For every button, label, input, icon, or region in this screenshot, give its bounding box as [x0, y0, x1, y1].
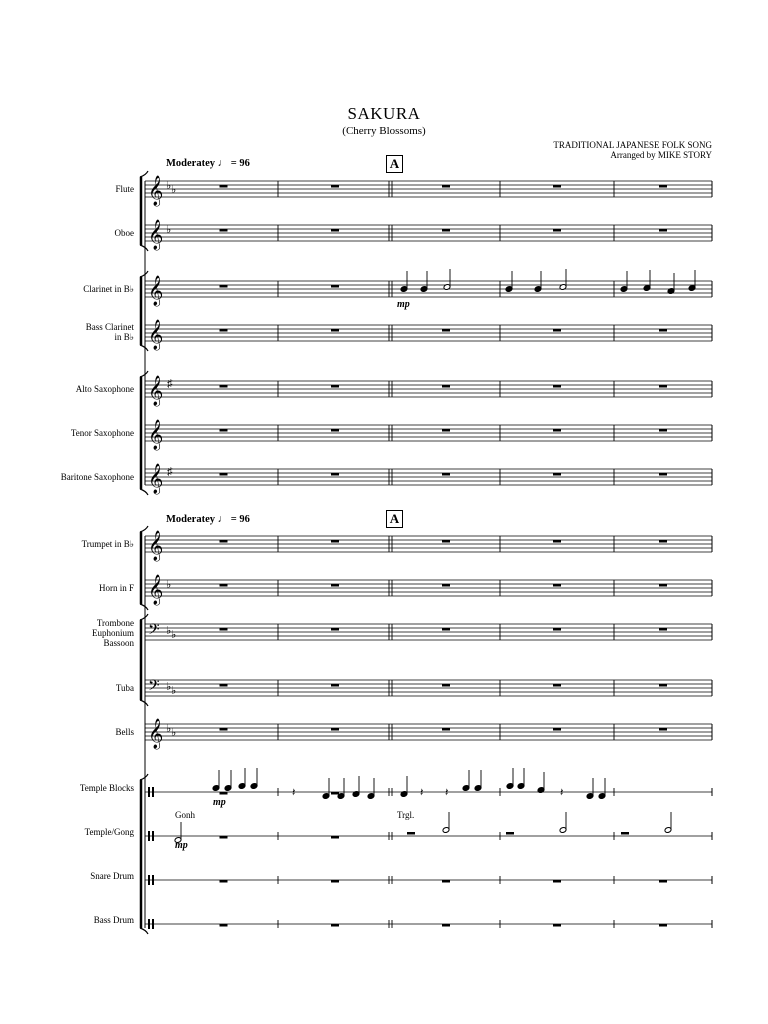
whole-rest-1	[331, 540, 339, 543]
percussion-clef-icon	[148, 831, 150, 841]
bracket-flute-oboe-top	[140, 171, 148, 177]
label-bass-clarinet-line-2: in B♭	[114, 332, 134, 342]
system-2-whole-rest-late-0	[442, 924, 450, 927]
treble-clef-icon: 𝄞	[148, 420, 164, 450]
whole-rest-0	[220, 385, 228, 388]
label-flute: Flute	[115, 184, 134, 194]
label-oboe: Oboe	[114, 228, 134, 238]
system-1-whole-rest-late-2	[659, 429, 667, 432]
percussion-clef-icon	[148, 787, 150, 797]
bracket-brass-lower-bottom	[140, 700, 148, 706]
label-trumpet: Trumpet in B♭	[81, 539, 134, 549]
bracket-saxophones-bottom	[140, 489, 148, 495]
system-2-whole-rest-late-2	[659, 540, 667, 543]
flat-icon: ♭	[166, 224, 172, 236]
treble-clef-icon: 𝄞	[148, 320, 164, 350]
whole-rest-1	[331, 836, 339, 839]
system-2-whole-rest-late-2	[659, 728, 667, 731]
flat-icon: ♭	[166, 625, 172, 637]
system-2-whole-rest-late-0	[442, 584, 450, 587]
system-2-whole-rest-late-0	[442, 728, 450, 731]
whole-rest-0	[220, 429, 228, 432]
treble-clef-icon: 𝄞	[148, 531, 164, 561]
whole-rest-1	[331, 385, 339, 388]
flat-icon: ♭	[171, 685, 177, 697]
quarter-rest-icon: 𝄽	[292, 787, 296, 799]
whole-rest-0	[220, 185, 228, 188]
whole-rest-0	[220, 728, 228, 731]
system-1-whole-rest-late-2	[659, 185, 667, 188]
bracket-flute-oboe-bottom	[140, 245, 148, 251]
system-1-whole-rest-late-0	[442, 385, 450, 388]
whole-rest-1	[331, 473, 339, 476]
system-2-whole-rest-late-1	[553, 584, 561, 587]
bracket-clarinets-bottom	[140, 345, 148, 351]
temple-blocks-dynamic-mp: mp	[213, 797, 226, 808]
gong-dynamic-mp: mp	[175, 840, 188, 851]
system-1-whole-rest-late-1	[553, 229, 561, 232]
tempo-text: Moderatey	[166, 514, 215, 525]
treble-clef-icon: 𝄞	[148, 220, 164, 250]
bracket-percussion-bottom	[140, 928, 148, 934]
tempo-bpm: = 96	[230, 158, 250, 169]
percussion-clef-icon	[148, 919, 150, 929]
label-baritone-sax: Baritone Saxophone	[60, 472, 134, 482]
percussion-clef-icon	[152, 787, 154, 797]
flat-icon: ♭	[166, 723, 172, 735]
system-2-whole-rest-late-0	[442, 684, 450, 687]
flat-icon: ♭	[171, 727, 177, 739]
half-rest	[407, 832, 415, 835]
sharp-icon: ♯	[167, 466, 173, 478]
clarinet-dynamic-mp: mp	[397, 299, 410, 310]
treble-clef-icon: 𝄞	[148, 276, 164, 306]
whole-rest-0	[220, 880, 228, 883]
system-2-whole-rest-late-1	[553, 728, 561, 731]
whole-rest-1	[331, 285, 339, 288]
whole-rest-0	[220, 584, 228, 587]
label-tuba: Tuba	[115, 683, 134, 693]
system-1-whole-rest-late-2	[659, 229, 667, 232]
system-2-whole-rest-late-1	[553, 880, 561, 883]
treble-clef-icon: 𝄞	[148, 176, 164, 206]
flat-icon: ♭	[171, 629, 177, 641]
quarter-rest-icon: 𝄽	[445, 787, 449, 799]
whole-rest-1	[331, 924, 339, 927]
system-2-whole-rest-late-2	[659, 628, 667, 631]
treble-clef-icon: 𝄞	[148, 464, 164, 494]
whole-rest-0	[220, 285, 228, 288]
quarter-note-icon: ♩	[217, 514, 229, 525]
composer-credit: TRADITIONAL JAPANESE FOLK SONG	[553, 140, 712, 150]
label-temple-gong: Temple/Gong	[84, 827, 134, 837]
arranger-credit: Arranged by MIKE STORY	[610, 150, 712, 160]
whole-rest-0	[220, 473, 228, 476]
system-2-whole-rest-late-2	[659, 584, 667, 587]
bracket-brass-upper-top	[140, 526, 148, 532]
system-1-whole-rest-late-2	[659, 329, 667, 332]
triangle-label: Trgl.	[397, 810, 415, 820]
system-1-whole-rest-late-1	[553, 185, 561, 188]
system-1-whole-rest-late-0	[442, 329, 450, 332]
flat-icon: ♭	[166, 180, 172, 192]
flat-icon: ♭	[166, 579, 172, 591]
flat-icon: ♭	[166, 681, 172, 693]
bracket-saxophones-top	[140, 371, 148, 377]
system-1-whole-rest-late-0	[442, 429, 450, 432]
label-bass-clarinet-line-1: Bass Clarinet	[85, 322, 134, 332]
quarter-rest-icon: 𝄽	[420, 787, 424, 799]
whole-rest-0	[220, 229, 228, 232]
whole-rest-1	[331, 684, 339, 687]
bracket-brass-lower-top	[140, 614, 148, 620]
system-1-whole-rest-late-2	[659, 473, 667, 476]
label-trombone-line-2: Euphonium	[92, 628, 134, 638]
system-1-whole-rest-late-1	[553, 473, 561, 476]
tempo-text: Moderatey	[166, 158, 215, 169]
system-2-whole-rest-late-0	[442, 540, 450, 543]
whole-rest-1	[331, 229, 339, 232]
treble-clef-icon: 𝄞	[148, 376, 164, 406]
label-temple-blocks: Temple Blocks	[79, 783, 134, 793]
treble-clef-icon: 𝄞	[148, 719, 164, 749]
tempo-bpm: = 96	[230, 514, 250, 525]
system-2-whole-rest-late-1	[553, 684, 561, 687]
label-trombone-line-1: Trombone	[96, 618, 134, 628]
system-2-whole-rest-late-0	[442, 880, 450, 883]
system-1-whole-rest-late-0	[442, 229, 450, 232]
system-2-whole-rest-late-1	[553, 540, 561, 543]
whole-rest-1	[331, 628, 339, 631]
whole-rest-1	[331, 584, 339, 587]
system-2-whole-rest-late-2	[659, 924, 667, 927]
score-title: SAKURA	[347, 104, 421, 123]
bass-clef-icon: 𝄢	[148, 677, 160, 698]
system-1-whole-rest-late-0	[442, 473, 450, 476]
bass-clef-icon: 𝄢	[148, 621, 160, 642]
whole-rest-1	[331, 329, 339, 332]
label-bass-drum: Bass Drum	[93, 915, 134, 925]
system-2-whole-rest-late-0	[442, 628, 450, 631]
half-rest	[621, 832, 629, 835]
whole-rest-0	[220, 540, 228, 543]
score-subtitle: (Cherry Blossoms)	[342, 125, 426, 137]
whole-rest-0	[220, 684, 228, 687]
whole-rest-1	[331, 185, 339, 188]
whole-rest-1	[331, 880, 339, 883]
tempo-marking-system-1	[166, 158, 250, 169]
rehearsal-mark-a-system-2: A	[386, 510, 403, 528]
label-tenor-sax: Tenor Saxophone	[70, 428, 134, 438]
bracket-percussion-top	[140, 774, 148, 780]
system-1-whole-rest-late-0	[442, 185, 450, 188]
system-2-whole-rest-late-2	[659, 880, 667, 883]
bracket-brass-upper-bottom	[140, 604, 148, 610]
system-1-whole-rest-late-2	[659, 385, 667, 388]
label-horn: Horn in F	[98, 583, 134, 593]
rehearsal-mark-a-system-1: A	[386, 155, 403, 173]
quarter-note-icon: ♩	[217, 158, 229, 169]
label-clarinet: Clarinet in B♭	[83, 284, 134, 294]
whole-rest-1	[331, 429, 339, 432]
system-1-whole-rest-late-1	[553, 429, 561, 432]
label-bells: Bells	[115, 727, 134, 737]
whole-rest-1	[331, 792, 339, 795]
system-2-whole-rest-late-1	[553, 924, 561, 927]
sharp-icon: ♯	[167, 378, 173, 390]
flat-icon: ♭	[171, 184, 177, 196]
percussion-clef-icon	[148, 875, 150, 885]
tempo-marking-system-2	[166, 514, 250, 525]
bracket-clarinets-top	[140, 271, 148, 277]
half-rest	[506, 832, 514, 835]
whole-rest-0	[220, 792, 228, 795]
percussion-clef-icon	[152, 919, 154, 929]
quarter-rest-icon: 𝄽	[560, 787, 564, 799]
gong-label: Gonh	[175, 810, 195, 820]
system-1-whole-rest-late-1	[553, 329, 561, 332]
percussion-clef-icon	[152, 875, 154, 885]
percussion-clef-icon	[152, 831, 154, 841]
label-alto-sax: Alto Saxophone	[75, 384, 134, 394]
whole-rest-0	[220, 628, 228, 631]
label-snare-drum: Snare Drum	[90, 871, 134, 881]
label-trombone-line-3: Bassoon	[103, 638, 134, 648]
system-2-whole-rest-late-1	[553, 628, 561, 631]
treble-clef-icon: 𝄞	[148, 575, 164, 605]
system-2-whole-rest-late-2	[659, 684, 667, 687]
system-1-whole-rest-late-1	[553, 385, 561, 388]
whole-rest-0	[220, 924, 228, 927]
whole-rest-0	[220, 836, 228, 839]
whole-rest-1	[331, 728, 339, 731]
whole-rest-0	[220, 329, 228, 332]
